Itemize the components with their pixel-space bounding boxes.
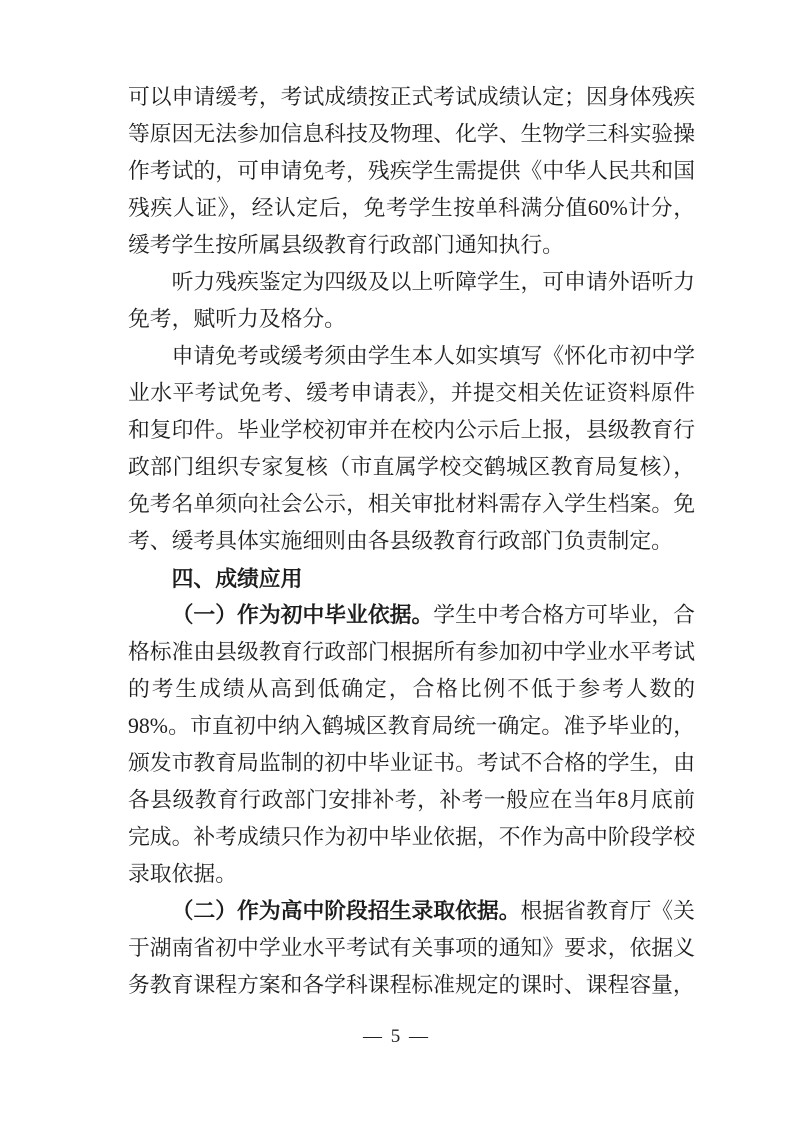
section-heading-text: 四、成绩应用 (171, 566, 303, 591)
paragraph-application-procedure (128, 338, 695, 560)
paragraph-graduation-basis (128, 597, 695, 893)
paragraph-text: 听力残疾鉴定为四级及以上听障学生，可申请外语听力免考，赋听力及格分。 (128, 270, 695, 331)
paragraph-text: 根据省教育厅《关于湖南省初中学业水平考试有关事项的通知》要求，依据义务教育课程方案和各学科课程标准规定的课时、课程容量， (128, 899, 695, 997)
section-heading-4 (128, 560, 695, 597)
document-body (128, 79, 695, 1004)
paragraph-continuation (128, 79, 695, 264)
paragraph-text: 申请免考或缓考须由学生本人如实填写《怀化市初中学业水平考试免考、缓考申请表》，并提交相关佐证资料原件和复印件。毕业学校初审并在校内公示后上报，县级教育行政部门组织专家复核（市直属学校交鹤城区教育局复核），免考名单须向社会公示，相关审批材料需存入学生档案。免考、缓考具体实施细则由各县级教育行政部门负责制定。 (128, 344, 695, 553)
paragraph-hearing-disability (128, 264, 695, 338)
page-number: — 5 — (363, 1026, 430, 1047)
paragraph-lead-bold: （二）作为高中阶段招生录取依据。 (171, 899, 521, 923)
paragraph-text: 学生中考合格方可毕业，合格标准由县级教育行政部门根据所有参加初中学业水平考试的考生成绩从高到低确定，合格比例不低于参考人数的98%。市直初中纳入鹤城区教育局统一确定。准予毕业的，颁发市教育局监制的初中毕业证书。考试不合格的学生，由各县级教育行政部门安排补考，补考一般应在当年8月底前完成。补考成绩只作为初中毕业依据，不作为高中阶段学校录取依据。 (128, 603, 695, 886)
paragraph-admission-basis (128, 893, 695, 1004)
paragraph-text: 可以申请缓考，考试成绩按正式考试成绩认定；因身体残疾等原因无法参加信息科技及物理、化学、生物学三科实验操作考试的，可申请免考，残疾学生需提供《中华人民共和国残疾人证》，经认定后，免考学生按单科满分值60%计分，缓考学生按所属县级教育行政部门通知执行。 (128, 85, 695, 257)
paragraph-lead-bold: （一）作为初中毕业依据。 (171, 603, 434, 627)
